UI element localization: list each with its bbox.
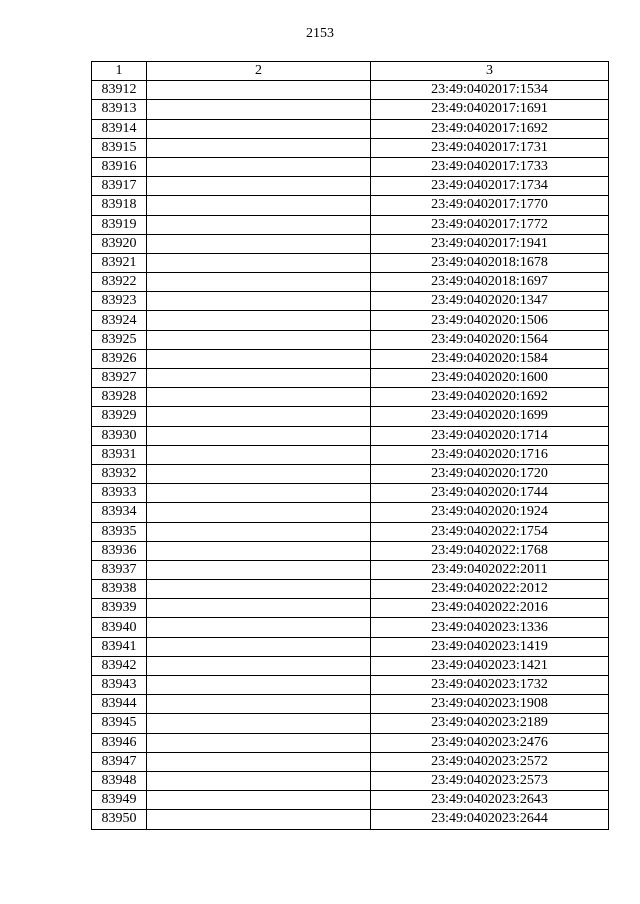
registry-table [91,61,609,830]
table-row [92,637,609,656]
row-number-cell: 83927 [92,369,147,388]
cadastral-number-cell: 23:49:0402022:1754 [371,522,609,541]
row-number-cell: 83933 [92,484,147,503]
table-row [92,292,609,311]
cadastral-number-cell: 23:49:0402023:1419 [371,637,609,656]
row-number-cell: 83934 [92,503,147,522]
cadastral-number-cell: 23:49:0402022:2016 [371,599,609,618]
row-empty-cell [147,311,371,330]
cadastral-number-cell: 23:49:0402017:1731 [371,138,609,157]
row-number-cell: 83929 [92,407,147,426]
table-body [92,81,609,829]
row-number-cell: 83948 [92,771,147,790]
table-row [92,234,609,253]
table-row [92,81,609,100]
row-number-cell: 83932 [92,464,147,483]
row-empty-cell [147,656,371,675]
row-empty-cell [147,292,371,311]
row-number-cell: 83921 [92,253,147,272]
row-empty-cell [147,196,371,215]
row-empty-cell [147,81,371,100]
table-row [92,138,609,157]
cadastral-number-cell: 23:49:0402017:1734 [371,177,609,196]
row-empty-cell [147,215,371,234]
cadastral-number-cell: 23:49:0402020:1692 [371,388,609,407]
cadastral-number-cell: 23:49:0402020:1600 [371,369,609,388]
row-number-cell: 83916 [92,157,147,176]
row-empty-cell [147,157,371,176]
table-row [92,349,609,368]
table-row [92,618,609,637]
row-number-cell: 83947 [92,752,147,771]
cadastral-number-cell: 23:49:0402017:1692 [371,119,609,138]
row-number-cell: 83938 [92,580,147,599]
row-number-cell: 83939 [92,599,147,618]
row-empty-cell [147,522,371,541]
row-number-cell: 83914 [92,119,147,138]
cadastral-number-cell: 23:49:0402023:1421 [371,656,609,675]
cadastral-number-cell: 23:49:0402022:2012 [371,580,609,599]
cadastral-number-cell: 23:49:0402023:1336 [371,618,609,637]
row-number-cell: 83943 [92,676,147,695]
cadastral-number-cell: 23:49:0402023:2643 [371,791,609,810]
cadastral-number-cell: 23:49:0402017:1534 [371,81,609,100]
row-number-cell: 83920 [92,234,147,253]
table-row [92,541,609,560]
row-empty-cell [147,426,371,445]
row-empty-cell [147,445,371,464]
cadastral-number-cell: 23:49:0402020:1924 [371,503,609,522]
row-number-cell: 83915 [92,138,147,157]
cadastral-number-cell: 23:49:0402020:1699 [371,407,609,426]
row-empty-cell [147,119,371,138]
cadastral-number-cell: 23:49:0402023:2189 [371,714,609,733]
row-number-cell: 83944 [92,695,147,714]
cadastral-number-cell: 23:49:0402020:1564 [371,330,609,349]
cadastral-number-cell: 23:49:0402023:2644 [371,810,609,829]
row-number-cell: 83946 [92,733,147,752]
table-row [92,522,609,541]
row-number-cell: 83922 [92,273,147,292]
cadastral-number-cell: 23:49:0402020:1720 [371,464,609,483]
row-empty-cell [147,695,371,714]
table-row [92,580,609,599]
row-empty-cell [147,560,371,579]
table-row [92,273,609,292]
table-row [92,771,609,790]
row-empty-cell [147,541,371,560]
cadastral-number-cell: 23:49:0402023:2572 [371,752,609,771]
table-row [92,196,609,215]
row-number-cell: 83919 [92,215,147,234]
cadastral-number-cell: 23:49:0402023:1732 [371,676,609,695]
row-number-cell: 83923 [92,292,147,311]
row-empty-cell [147,369,371,388]
cadastral-number-cell: 23:49:0402020:1714 [371,426,609,445]
row-number-cell: 83931 [92,445,147,464]
table-row [92,330,609,349]
cadastral-number-cell: 23:49:0402020:1584 [371,349,609,368]
table-row [92,484,609,503]
row-empty-cell [147,100,371,119]
row-empty-cell [147,388,371,407]
cadastral-number-cell: 23:49:0402020:1716 [371,445,609,464]
row-empty-cell [147,234,371,253]
row-empty-cell [147,791,371,810]
table-row [92,119,609,138]
row-empty-cell [147,752,371,771]
table-row [92,752,609,771]
table-row [92,407,609,426]
cadastral-number-cell: 23:49:0402017:1770 [371,196,609,215]
row-number-cell: 83945 [92,714,147,733]
table-row [92,215,609,234]
table-row [92,253,609,272]
row-empty-cell [147,253,371,272]
row-empty-cell [147,618,371,637]
table-row [92,714,609,733]
row-number-cell: 83950 [92,810,147,829]
table-row [92,656,609,675]
row-number-cell: 83937 [92,560,147,579]
cadastral-number-cell: 23:49:0402023:2573 [371,771,609,790]
cadastral-number-cell: 23:49:0402023:1908 [371,695,609,714]
row-number-cell: 83926 [92,349,147,368]
row-number-cell: 83936 [92,541,147,560]
table-row [92,810,609,829]
row-number-cell: 83928 [92,388,147,407]
row-empty-cell [147,714,371,733]
row-number-cell: 83942 [92,656,147,675]
cadastral-number-cell: 23:49:0402022:1768 [371,541,609,560]
column-header-1: 1 [92,62,147,81]
row-number-cell: 83941 [92,637,147,656]
row-empty-cell [147,484,371,503]
cadastral-number-cell: 23:49:0402022:2011 [371,560,609,579]
row-number-cell: 83940 [92,618,147,637]
cadastral-number-cell: 23:49:0402018:1678 [371,253,609,272]
cadastral-number-cell: 23:49:0402020:1744 [371,484,609,503]
table-row [92,177,609,196]
column-header-2: 2 [147,62,371,81]
row-empty-cell [147,407,371,426]
row-empty-cell [147,349,371,368]
table-row [92,311,609,330]
table-row [92,464,609,483]
table-row [92,369,609,388]
row-empty-cell [147,273,371,292]
cadastral-number-cell: 23:49:0402020:1506 [371,311,609,330]
row-empty-cell [147,637,371,656]
row-empty-cell [147,464,371,483]
cadastral-number-cell: 23:49:0402018:1697 [371,273,609,292]
row-empty-cell [147,676,371,695]
table-row [92,599,609,618]
row-number-cell: 83924 [92,311,147,330]
table-row [92,791,609,810]
row-empty-cell [147,810,371,829]
table-row [92,503,609,522]
cadastral-number-cell: 23:49:0402020:1347 [371,292,609,311]
cadastral-number-cell: 23:49:0402017:1772 [371,215,609,234]
row-number-cell: 83930 [92,426,147,445]
table-row [92,100,609,119]
table-row [92,157,609,176]
row-number-cell: 83949 [92,791,147,810]
row-empty-cell [147,771,371,790]
cadastral-number-cell: 23:49:0402023:2476 [371,733,609,752]
cadastral-number-cell: 23:49:0402017:1733 [371,157,609,176]
table-row [92,426,609,445]
row-empty-cell [147,138,371,157]
row-number-cell: 83925 [92,330,147,349]
row-number-cell: 83912 [92,81,147,100]
row-empty-cell [147,177,371,196]
cadastral-number-cell: 23:49:0402017:1691 [371,100,609,119]
table-row [92,388,609,407]
row-empty-cell [147,733,371,752]
row-number-cell: 83913 [92,100,147,119]
table-row [92,733,609,752]
row-number-cell: 83918 [92,196,147,215]
row-empty-cell [147,599,371,618]
table-row [92,560,609,579]
cadastral-number-cell: 23:49:0402017:1941 [371,234,609,253]
table-row [92,445,609,464]
row-number-cell: 83917 [92,177,147,196]
row-empty-cell [147,330,371,349]
row-empty-cell [147,580,371,599]
column-header-3: 3 [371,62,609,81]
row-number-cell: 83935 [92,522,147,541]
row-empty-cell [147,503,371,522]
table-row [92,695,609,714]
table-header-row [92,62,609,81]
page-number: 2153 [306,26,334,41]
table-row [92,676,609,695]
